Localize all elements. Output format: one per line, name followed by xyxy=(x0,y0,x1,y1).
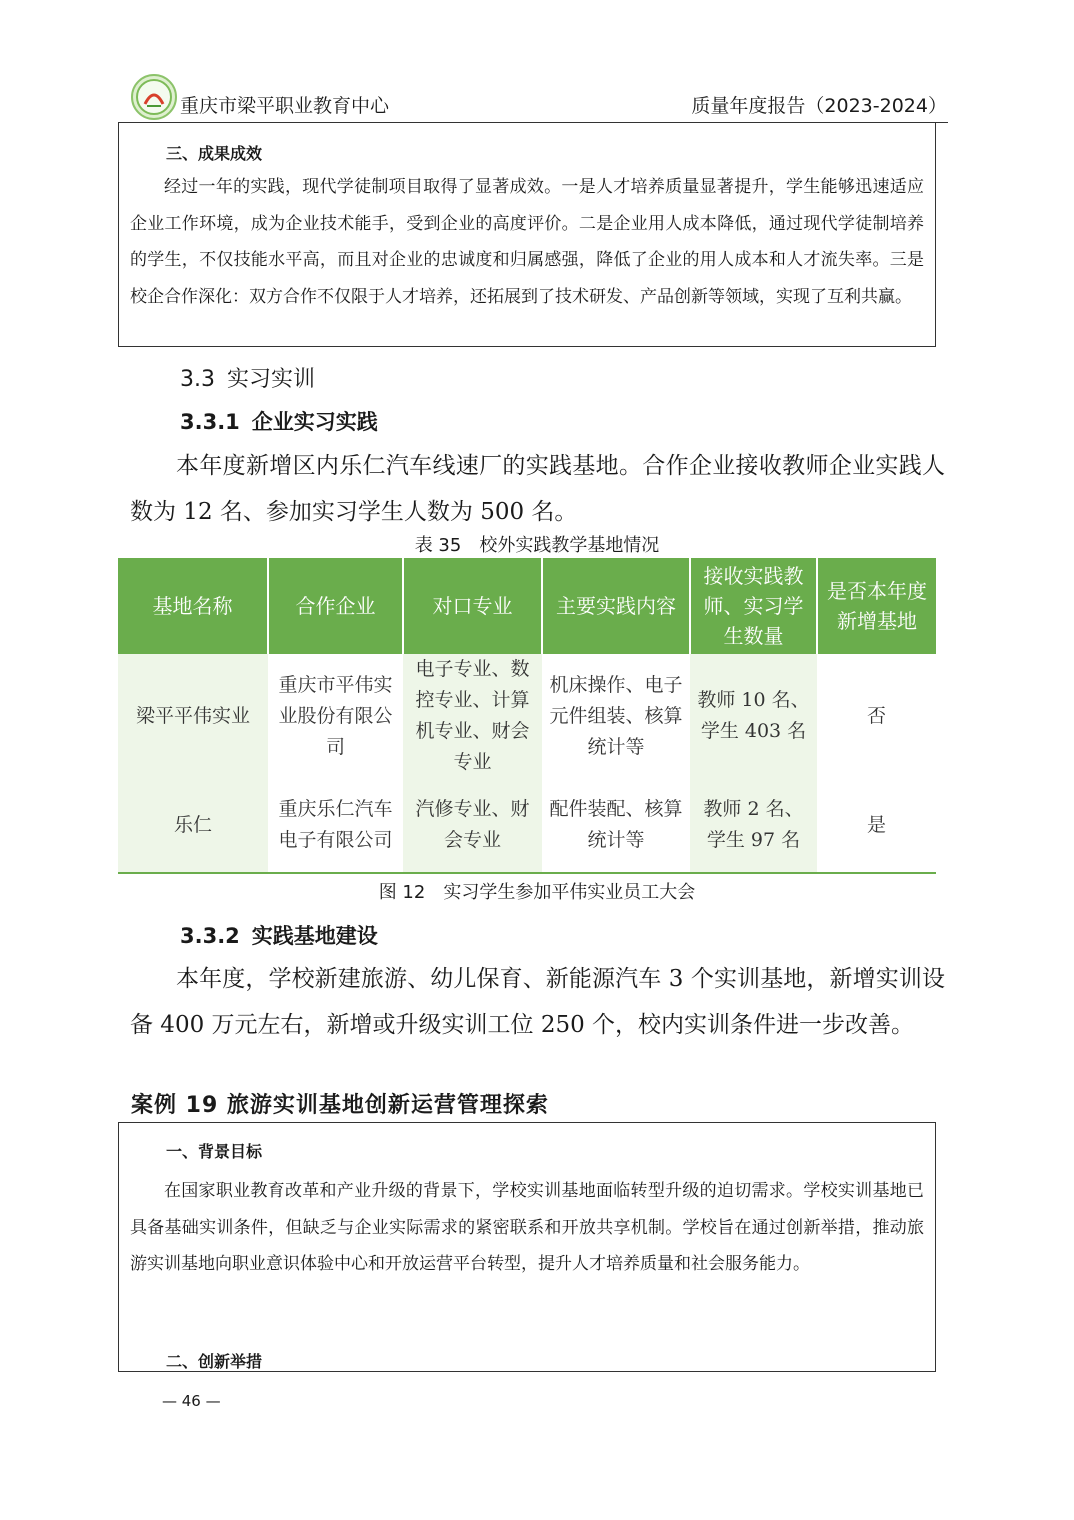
section-title: 实习实训 xyxy=(227,367,316,392)
case-box-tourism xyxy=(118,1122,936,1372)
box-heading-measures: 二、创新举措 xyxy=(166,1352,263,1371)
school-logo xyxy=(131,74,177,120)
table-header-cell: 基地名称 xyxy=(118,558,268,654)
table-cell: 重庆乐仁汽车电子有限公司 xyxy=(268,778,403,873)
section-title: 企业实习实践 xyxy=(251,410,378,434)
section-number: 3.3.1 xyxy=(180,410,240,434)
case-title: 案例 19 旅游实训基地创新运营管理探索 xyxy=(131,1093,549,1118)
paragraph-internship: 本年度新增区内乐仁汽车线速厂的实践基地。合作企业接收教师企业实践人数为 12 名、参加实习学生人数为 500 名。 xyxy=(130,453,945,525)
section-heading-3-3-2 xyxy=(180,920,378,950)
practice-base-table xyxy=(118,558,936,874)
section-heading-3-3 xyxy=(180,362,315,393)
table-cell: 梁平平伟实业 xyxy=(118,654,268,778)
table-cell: 电子专业、数控专业、计算机专业、财会专业 xyxy=(403,654,542,778)
section-number: 3.3 xyxy=(180,367,215,392)
section-number: 3.3.2 xyxy=(180,924,240,948)
table-caption: 表 35 校外实践教学基地情况 xyxy=(414,535,660,556)
page-number: — 46 — xyxy=(162,1392,221,1410)
table-row xyxy=(118,778,936,873)
table-header-cell: 对口专业 xyxy=(403,558,542,654)
header-report-title: 质量年度报告（2023-2024） xyxy=(691,95,947,117)
table-header-cell: 合作企业 xyxy=(268,558,403,654)
table-header-cell: 是否本年度新增基地 xyxy=(817,558,936,654)
table-cell: 教师 2 名、学生 97 名 xyxy=(690,778,817,873)
table-cell: 汽修专业、财会专业 xyxy=(403,778,542,873)
table-row xyxy=(118,654,936,778)
section-title: 实践基地建设 xyxy=(251,924,378,948)
header-school-name: 重庆市梁平职业教育中心 xyxy=(180,95,390,117)
box-paragraph-background: 在国家职业教育改革和产业升级的背景下，学校实训基地面临转型升级的迫切需求。学校实训基地已具备基础实训条件，但缺乏与企业实际需求的紧密联系和开放共享机制。学校旨在通过创新举措，推动旅游实训基地向职业意识体验中心和开放运营平台转型，提升人才培养质量和社会服务能力。 xyxy=(130,1181,924,1274)
figure-caption: 图 12 实习学生参加平伟实业员工大会 xyxy=(378,882,696,903)
box-heading-background: 一、背景目标 xyxy=(166,1142,263,1161)
table-cell: 重庆市平伟实业股份有限公司 xyxy=(268,654,403,778)
table-cell: 机床操作、电子元件组装、核算统计等 xyxy=(542,654,690,778)
table-cell: 配件装配、核算统计等 xyxy=(542,778,690,873)
table-cell: 否 xyxy=(817,654,936,778)
case-box-results xyxy=(118,123,936,347)
table-header-cell: 主要实践内容 xyxy=(542,558,690,654)
table-cell: 乐仁 xyxy=(118,778,268,873)
table-cell: 是 xyxy=(817,778,936,873)
table-cell: 教师 10 名、学生 403 名 xyxy=(690,654,817,778)
box-paragraph-results: 经过一年的实践，现代学徒制项目取得了显著成效。一是人才培养质量显著提升，学生能够迅速适应企业工作环境，成为企业技术能手，受到企业的高度评价。二是企业用人成本降低，通过现代学徒制培养的学生，不仅技能水平高，而且对企业的忠诚度和归属感强，降低了企业的用人成本和人才流失率。三是校企合作深化：双方合作不仅限于人才培养，还拓展到了技术研发、产品创新等领域，实现了互利共赢。 xyxy=(130,177,924,307)
table-header-row xyxy=(118,558,936,654)
section-heading-3-3-1 xyxy=(180,406,378,436)
table-header-cell: 接收实践教师、实习学生数量 xyxy=(690,558,817,654)
box-heading-results: 三、成果成效 xyxy=(166,144,263,163)
paragraph-base-construction: 本年度，学校新建旅游、幼儿保育、新能源汽车 3 个实训基地，新增实训设备 400 万元左右，新增或升级实训工位 250 个，校内实训条件进一步改善。 xyxy=(130,966,945,1038)
